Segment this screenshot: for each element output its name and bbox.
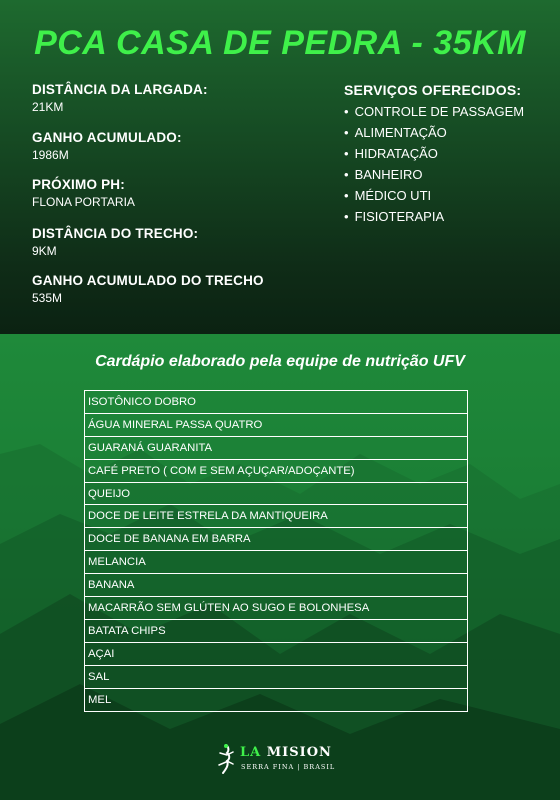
stat-segment-gain (32, 273, 264, 305)
stat-accumulated-gain (32, 130, 182, 162)
lizard-icon (214, 743, 238, 775)
menu-row: BATATA CHIPS (85, 620, 467, 643)
menu-row: GUARANÁ GUARANITA (85, 437, 467, 460)
stat-label: GANHO ACUMULADO: (32, 130, 182, 145)
menu-row: QUEIJO (85, 483, 467, 506)
menu-row: DOCE DE BANANA EM BARRA (85, 528, 467, 551)
menu-row: MACARRÃO SEM GLÚTEN AO SUGO E BOLONHESA (85, 597, 467, 620)
stat-label: PRÓXIMO PH: (32, 177, 125, 192)
service-item: • CONTROLE DE PASSAGEM (344, 104, 524, 119)
menu-row: CAFÉ PRETO ( COM E SEM AÇUÇAR/ADOÇANTE) (85, 460, 467, 483)
services-label: SERVIÇOS OFERECIDOS: (344, 82, 522, 98)
menu-subtitle: Cardápio elaborado pela equipe de nutrição UFV (95, 353, 465, 370)
logo-tagline: SERRA FINA | BRASIL (241, 763, 336, 771)
logo-brand-prefix: LA (240, 745, 262, 760)
menu-row: AÇAI (85, 643, 467, 666)
stat-value: 1986M (32, 148, 69, 162)
stat-label: GANHO ACUMULADO DO TRECHO (32, 273, 264, 288)
stat-value: 535M (32, 291, 63, 305)
menu-row: DOCE DE LEITE ESTRELA DA MANTIQUEIRA (85, 505, 467, 528)
service-item: • FISIOTERAPIA (344, 209, 524, 224)
stat-next-ph (32, 177, 135, 209)
stat-segment-distance (32, 226, 198, 258)
services-list (344, 82, 524, 230)
service-item: • ALIMENTAÇÃO (344, 125, 524, 140)
la-mision-logo (214, 741, 344, 777)
menu-row: MELANCIA (85, 551, 467, 574)
stat-start-distance (32, 82, 208, 114)
stat-label: DISTÂNCIA DA LARGADA: (32, 82, 208, 97)
service-item: • MÉDICO UTI (344, 188, 524, 203)
menu-table (84, 390, 468, 712)
service-item: • BANHEIRO (344, 167, 524, 182)
page-title: PCA CASA DE PEDRA - 35KM (34, 24, 526, 62)
menu-row: ISOTÔNICO DOBRO (85, 391, 467, 414)
menu-row: BANANA (85, 574, 467, 597)
menu-row: SAL (85, 666, 467, 689)
stat-value: 21KM (32, 100, 64, 114)
logo-brand-name: MISION (266, 745, 332, 760)
service-item: • HIDRATAÇÃO (344, 146, 524, 161)
menu-row: MEL (88, 693, 112, 706)
logo-brand (240, 745, 332, 760)
stat-value: 9KM (32, 244, 57, 258)
stat-value: FLONA PORTARIA (32, 195, 135, 209)
menu-row: ÁGUA MINERAL PASSA QUATRO (85, 414, 467, 437)
stat-label: DISTÂNCIA DO TRECHO: (32, 226, 199, 241)
